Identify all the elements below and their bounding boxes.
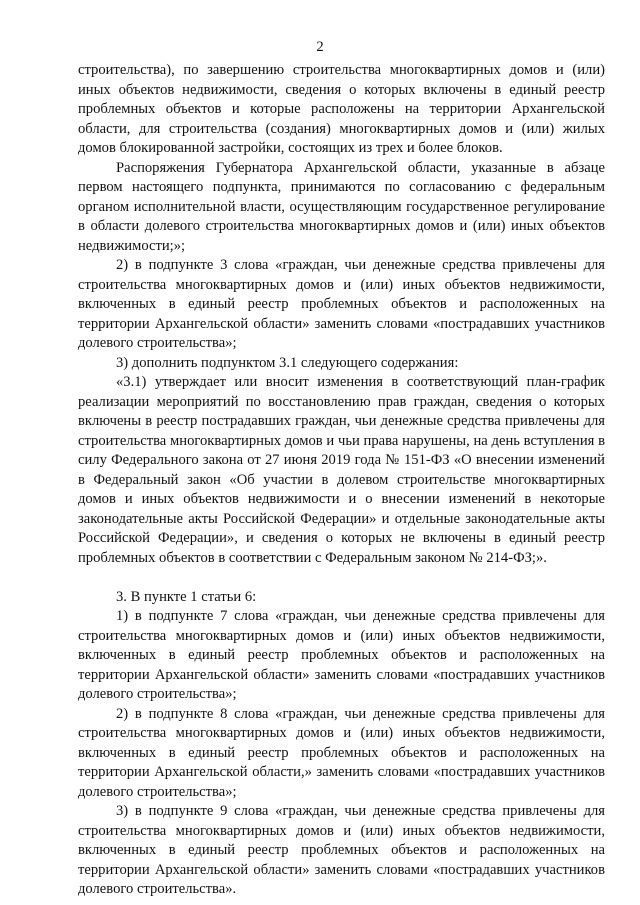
paragraph-subpoint-9: 3) в подпункте 9 слова «граждан, чьи денежные средства привлечены для строительства многоквартирных домов и (или) иных объектов недвижимости, включенных в единый реестр проблемных объектов и расположенных на территории Архангельской области» заменить словами «пострадавших участников долевого строительства». [78, 803, 605, 897]
paragraph-add-subpoint-3-1: 3) дополнить подпунктом 3.1 следующего содержания: [116, 354, 459, 371]
document-body [78, 61, 605, 900]
paragraph-continuation: строительства), по завершению строительства многоквартирных домов и (или) иных объектов недвижимости, сведения о которых включены в единый реестр проблемных объектов и которые расположены на территории Архангельской области, для строительства (создания) многоквартирных домов и (или) жилых домов блокированной застройки, состоящих из трех и более блоков. [78, 62, 605, 156]
page-number: 2 [316, 39, 324, 55]
paragraph-spacer [78, 568, 605, 588]
paragraph-subpoint-7: 1) в подпункте 7 слова «граждан, чьи денежные средства привлечены для строительства многоквартирных домов и (или) иных объектов недвижимости, включенных в единый реестр проблемных объектов и расположенных на территории Архангельской области» заменить словами «пострадавших участников долевого строительства»; [78, 608, 605, 702]
paragraph-governor-orders: Распоряжения Губернатора Архангельской области, указанные в абзаце первом настоящего подпункта, принимаются по согласованию с федеральным органом исполнительной власти, осуществляющим государственное регулирование в области долевого строительства многоквартирных домов и (или) иных объектов недвижимости;»; [78, 159, 605, 254]
paragraph-subpoint-3: 2) в подпункте 3 слова «граждан, чьи денежные средства привлечены для строительства многоквартирных домов и (или) иных объектов недвижимости, включенных в единый реестр проблемных объектов и расположенных на территории Архангельской области» заменить словами «пострадавших участников долевого строительства»; [78, 257, 605, 351]
paragraph-subpoint-3-1-text: «3.1) утверждает или вносит изменения в соответствующий план-график реализации мероприятий по восстановлению прав граждан, сведения о которых включены в реестр пострадавших граждан, чьи денежные средства привлечены для строительства многоквартирных домов и чьи права нарушены, на день вступления в силу Федерального закона от 27 июня 2019 года № 151-ФЗ «О внесении изменений в Федеральный закон «Об участии в долевом строительстве многоквартирных домов и иных объектов недвижимости и о внесении изменений в некоторые законодательные акты Российской Федерации» и отдельные законодательные акты Российской Федерации», и сведения о которых не включены в единый реестр проблемных объектов в соответствии с Федеральным законом № 214-ФЗ;». [78, 374, 605, 566]
paragraph-article-6-point-1: 3. В пункте 1 статьи 6: [116, 588, 257, 605]
paragraph-subpoint-8: 2) в подпункте 8 слова «граждан, чьи денежные средства привлечены для строительства многоквартирных домов и (или) иных объектов недвижимости, включенных в единый реестр проблемных объектов и расположенных на территории Архангельской области,» заменить словами «пострадавших участников долевого строительства»; [78, 705, 605, 800]
